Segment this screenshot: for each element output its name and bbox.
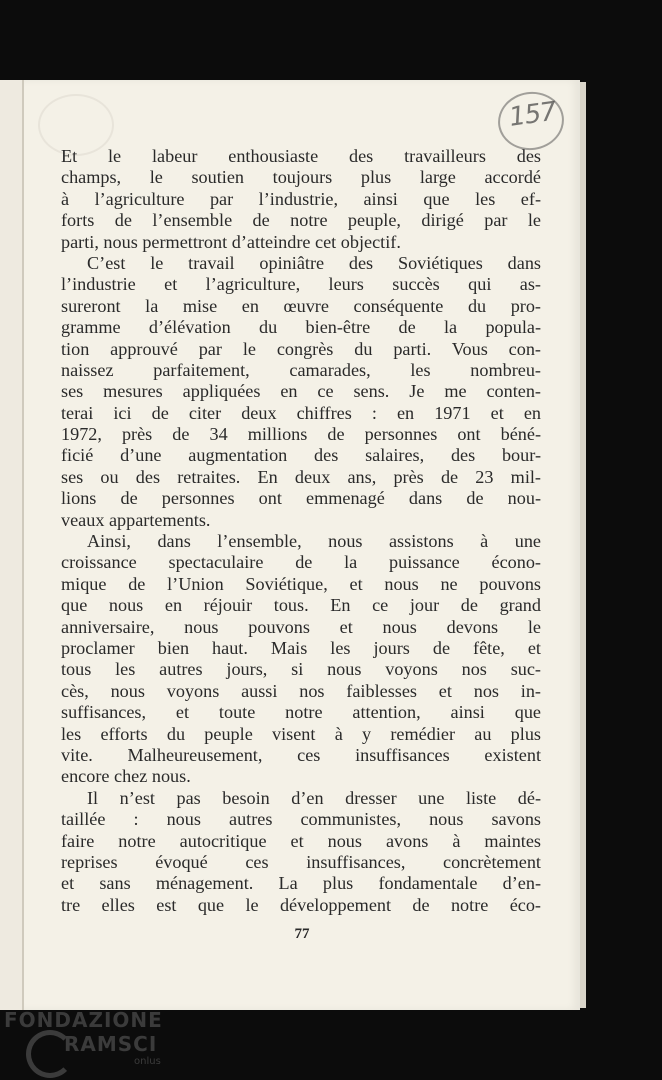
facing-page-edge [0,80,24,1010]
fondazione-gramsci-watermark [0,1008,170,1078]
text-line: tre elles est que le développement de notre éco- [61,894,541,915]
text-line: lions de personnes ont emmenagé dans de nou- [61,488,541,509]
page-edge-shadow [580,82,586,1008]
text-line: parti, nous permettront d’atteindre cet objectif. [61,231,401,252]
text-line: forts de l’ensemble de notre peuple, dirigé par le [61,210,541,231]
margin-annotation: 157 [507,96,558,133]
text-line: Ainsi, dans l’ensemble, nous assistons à une [87,531,541,552]
text-line: vite. Malheureusement, ces insuffisances existent [61,744,541,765]
text-line: veaux appartements. [61,509,211,530]
text-line: gramme d’élévation du bien-être de la popula- [61,317,541,338]
book-page [24,80,580,1010]
text-line: proclamer bien haut. Mais les jours de fête, et [61,637,541,658]
text-line: ses ou des retraites. En deux ans, près de 23 mil- [61,466,541,487]
body-text [61,146,541,916]
text-line: l’industrie et l’agriculture, leurs succès qui as- [61,274,541,295]
text-line: cès, nous voyons aussi nos faiblesses et nos in- [61,680,541,701]
text-line: faire notre autocritique et nous avons à maintes [61,830,541,851]
text-line: à l’agriculture par l’industrie, ainsi que les ef- [61,188,541,209]
watermark-line3: onlus [134,1056,161,1067]
text-line: Il n’est pas besoin d’en dresser une liste dé- [87,787,541,808]
text-line: encore chez nous. [61,766,191,787]
text-line: anniversaire, nous pouvons et nous devons le [61,616,541,637]
text-line: suffisances, et toute notre attention, ainsi que [61,702,541,723]
text-line: Et le labeur enthousiaste des travailleurs des [61,146,541,166]
text-line: croissance spectaculaire de la puissance écono- [61,552,541,573]
text-line: taillée : nous autres communistes, nous savons [61,809,541,830]
text-line: 1972, près de 34 millions de personnes ont béné- [61,424,541,445]
watermark-line1: FONDAZIONE [4,1008,163,1032]
text-line: naissez parfaitement, camarades, les nombreu- [61,359,541,380]
text-line: reprises évoqué ces insuffisances, concrètement [61,851,541,872]
text-line: les efforts du peuple visent à y remédier au plus [61,723,541,744]
archive-stamp [494,88,567,155]
text-line: C’est le travail opiniâtre des Soviétiques dans [87,252,541,273]
text-line: et sans ménagement. La plus fondamentale d’en- [61,873,541,894]
text-line: sureront la mise en œuvre conséquente du pro- [61,295,541,316]
text-line: terai ici de citer deux chiffres : en 1971 et en [61,402,541,423]
page-number: 77 [294,926,310,942]
watermark-line2: RAMSCI [64,1032,158,1056]
text-line: champs, le soutien toujours plus large accordé [61,167,541,188]
text-line: tion approuvé par le congrès du parti. Vous con- [61,338,541,359]
text-line: tous les autres jours, si nous voyons nos suc- [61,659,541,680]
text-line: ses mesures appliquées en ce sens. Je me conten- [61,381,541,402]
text-line: ficié d’une augmentation des salaires, des bour- [61,445,541,466]
text-line: que nous en réjouir tous. En ce jour de grand [61,595,541,616]
text-line: mique de l’Union Soviétique, et nous ne pouvons [61,573,541,594]
